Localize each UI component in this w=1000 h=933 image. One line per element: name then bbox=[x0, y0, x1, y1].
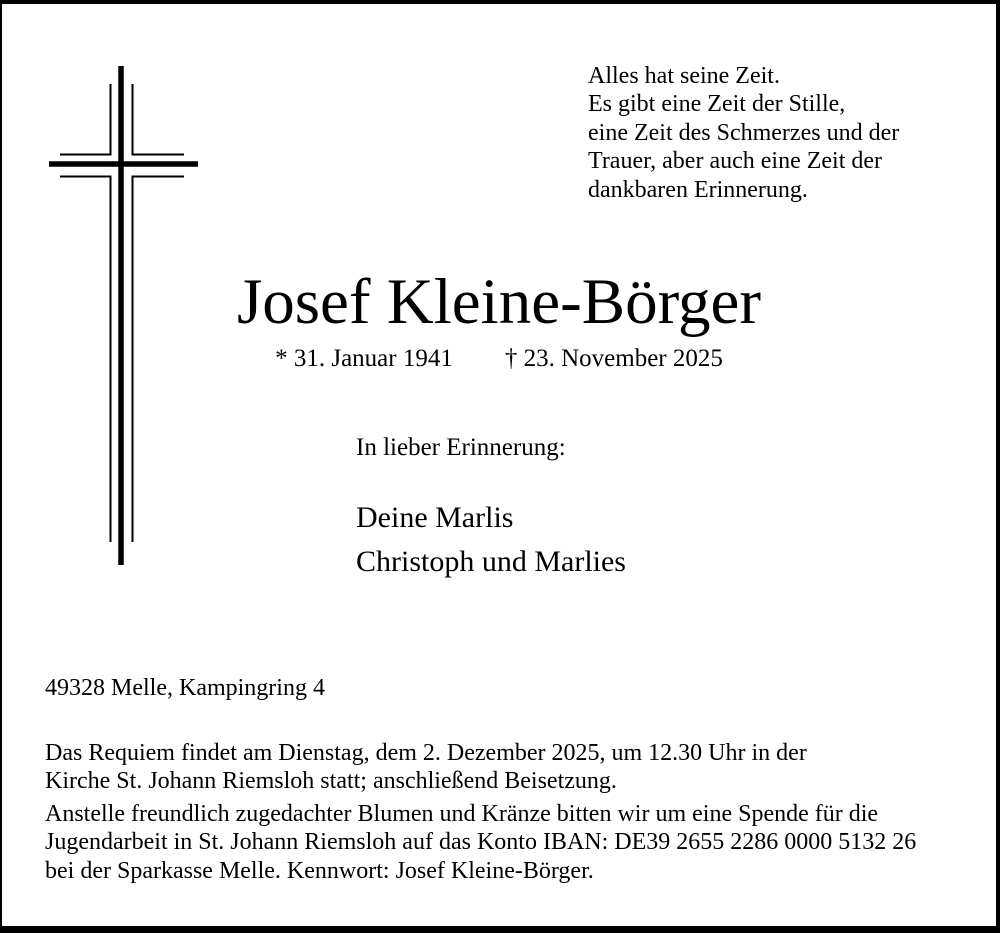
service-line: Kirche St. Johann Riemsloh statt; anschließend Beisetzung. bbox=[45, 768, 617, 795]
birth-date: * 31. Januar 1941 bbox=[275, 345, 453, 372]
mourners bbox=[356, 496, 626, 584]
service-line: Das Requiem findet am Dienstag, dem 2. Dezember 2025, um 12.30 Uhr in der bbox=[45, 740, 807, 766]
donation-line: Anstelle freundlich zugedachter Blumen und Kränze bitten wir um eine Spende für die bbox=[45, 801, 879, 827]
remembrance-intro: In lieber Erinnerung: bbox=[356, 434, 566, 461]
service-info bbox=[45, 739, 807, 796]
donation-line: bei der Sparkasse Melle. Kennwort: Josef Kleine-Börger. bbox=[45, 857, 594, 884]
deceased-name: Josef Kleine-Börger bbox=[236, 266, 762, 338]
verse bbox=[588, 62, 899, 204]
life-dates bbox=[2, 344, 996, 374]
verse-line: dankbaren Erinnerung. bbox=[588, 176, 808, 203]
verse-line: Trauer, aber auch eine Zeit der bbox=[588, 148, 883, 175]
donation-line: Jugendarbeit in St. Johann Riemsloh auf das Konto IBAN: DE39 2655 2286 0000 5132 26 bbox=[45, 829, 917, 856]
verse-line: eine Zeit des Schmerzes und der bbox=[588, 119, 900, 146]
address-line: 49328 Melle, Kampingring 4 bbox=[45, 675, 325, 701]
verse-line: Alles hat seine Zeit. bbox=[588, 63, 780, 89]
verse-line: Es gibt eine Zeit der Stille, bbox=[588, 91, 846, 118]
mourner-name: Christoph und Marlies bbox=[356, 545, 626, 578]
death-date: † 23. November 2025 bbox=[504, 345, 723, 372]
mourner-name: Deine Marlis bbox=[356, 501, 514, 534]
donation-info bbox=[45, 800, 916, 885]
